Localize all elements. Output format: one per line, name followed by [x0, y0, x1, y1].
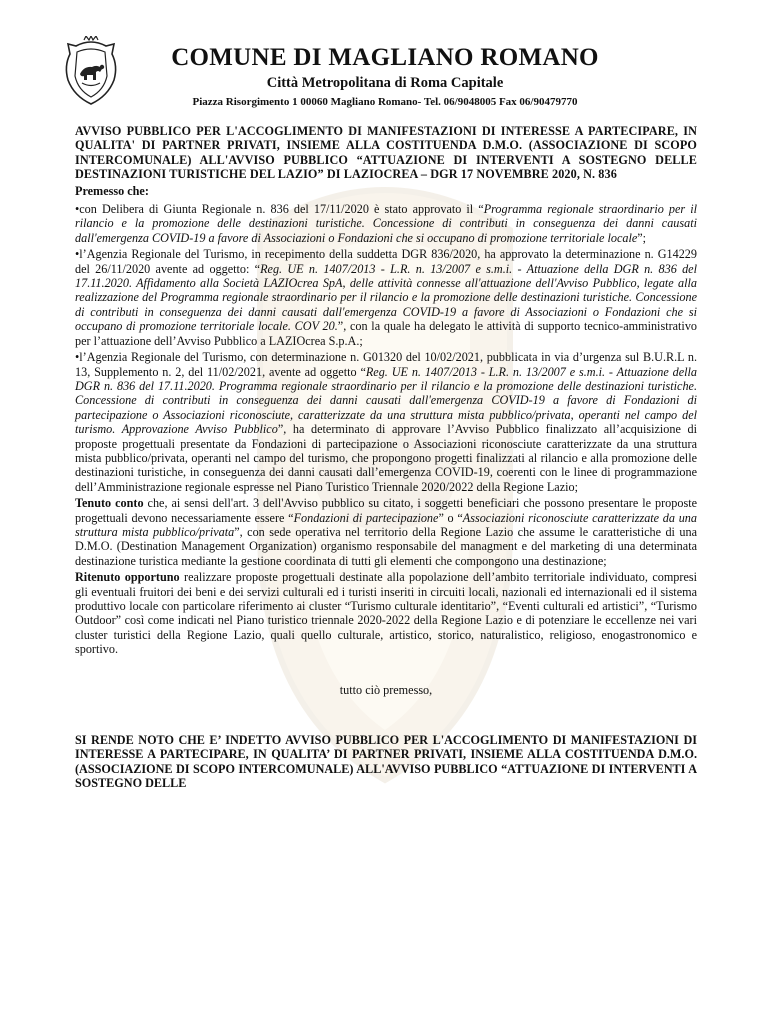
- municipality-subtitle: Città Metropolitana di Roma Capitale: [266, 75, 504, 91]
- bullet-agenzia-g14229: [75, 247, 697, 348]
- ritenuto-opportuno-label: Ritenuto opportuno: [75, 570, 180, 585]
- tenuto-conto-associazioni: Associazioni riconosciute caratterizzate da una struttura mista pubblico/privata: [75, 510, 697, 539]
- bullet-delibera-text: •con Delibera di Giunta Regionale n. 836 del 17/11/2020 è stato approvato il “: [75, 202, 484, 217]
- tenuto-conto-text-c: ” o “: [438, 510, 463, 525]
- tenuto-conto-text-a: che, ai sensi dell'art. 3 dell'Avviso pubblico su citato, i soggetti beneficiari che possono presentare le proposte progettuali devono necessariamente essere “: [75, 496, 697, 525]
- bullet-agenzia-g01320-text: •l’Agenzia Regionale del Turismo, con determinazione n. G01320 del 10/02/2021, pubblicata in via d’urgenza sul B.U.R.L n. 13, Supplemento n. 2, del 11/02/2021, avente ad oggetto “: [75, 350, 697, 379]
- bullet-agenzia-g01320-end: ”, ha determinato di approvare l’Avviso Pubblico finalizzato all’acquisizione di proposte progettuali presentate da Fondazioni di partecipazione o Associazioni riconosciute caratterizzate da una struttura mista pubblico/privata, operanti nel campo del turismo, che propongono progetti finalizzati al rilancio e alla promozione delle destinazioni turistiche, in conseguenza dei danni causati dall’emergenza COVID-19, coerenti con le linee di programmazione dell’Amministrazione regionale espresse nel Piano Turistico Triennale 2020/2022 della Regione Lazio;: [75, 422, 697, 494]
- bullet-agenzia-g01320: [75, 350, 697, 494]
- tenuto-conto-fondazioni: Fondazioni di partecipazione: [293, 510, 439, 525]
- municipality-title: COMUNE DI MAGLIANO ROMANO: [171, 44, 599, 71]
- coat-of-arms-icon: [62, 36, 120, 106]
- premesso-closing-line: tutto ciò premesso,: [339, 682, 433, 697]
- municipality-address: Piazza Risorgimento 1 00060 Magliano Romano- Tel. 06/9048005 Fax 06/90479770: [192, 96, 578, 108]
- tenuto-conto-paragraph: [75, 496, 697, 568]
- announcement-paragraph: SI RENDE NOTO CHE E’ INDETTO AVVISO PUBBLICO PER L'ACCOGLIMENTO DI MANIFESTAZIONI DI INTERESSE A PARTECIPARE, IN QUALITA’ DI PARTNER PRIVATI, INSIEME ALLA COSTITUENDA D.M.O. (ASSOCIAZIONE DI SCOPO INTERCOMUNALE) ALL'AVVISO PUBBLICO “ATTUAZIONE DI INTERVENTI A SOSTEGNO DELLE: [75, 733, 697, 791]
- bullet-agenzia-g14229-title: Reg. UE n. 1407/2013 - L.R. n. 13/2007 e s.m.i. - Attuazione della DGR n. 836 del 17.11.2020. Affidamento alla Società LAZIOcrea SpA, delle attività connesse all'attuazione dell'Avviso Pubblico, legate alla realizzazione del Programma regionale straordinario per il rilancio e la promozione delle destinazioni turistiche. Concessione di contributi in conseguenza dei danni causati dall'emergenza COVID-19 a favore di Associazioni o Fondazioni che si occupano di promozione territoriale locale. COV 20.: [75, 261, 697, 334]
- tenuto-conto-label: Tenuto conto: [75, 496, 144, 511]
- premesso-label: Premesso che:: [75, 183, 149, 198]
- bullet-agenzia-g01320-title: Reg. UE n. 1407/2013 - L.R. n. 13/2007 e s.m.i. - Attuazione della DGR n. 836 del 17.11.2020. Programma regionale straordinario per il rilancio e la promozione delle destinazioni turistiche. Concessione di contributi in conseguenza dei danni causati dall'emergenza COVID-19 a favore di Fondazioni di partecipazione o Associazioni riconosciute, caratterizzate da una struttura mista pubblico/privata, operanti nel campo del turismo. Approvazione Avviso Pubblico: [75, 364, 697, 437]
- bullet-agenzia-g14229-end: ”, con la quale ha delegato le attività di supporto tecnico-amministrativo per l’attuazione dell’Avviso Pubblico a LAZIOcrea S.p.A.;: [75, 319, 698, 348]
- ritenuto-opportuno-paragraph: [75, 570, 697, 656]
- document-header: [130, 44, 640, 110]
- bullet-delibera: [75, 202, 697, 245]
- ritenuto-opportuno-text: realizzare proposte progettuali destinate alla popolazione dell’ambito territoriale individuato, compresi gli eventuali fruitori dei beni e dei servizi culturali ed i turisti inseriti in circuiti locali, nazionali ed internazionali ed il sistema produttivo locale con particolare riferimento ai cluster “Turismo culturale identitario”, “Eventi culturali ed artistici”, “Turismo Outdoor” così come indicati nel Piano turistico triennale 2020-2022 della Regione Lazio e di potenziare le eccellenze nei vari cluster turistici della Regione Lazio, quali quello culturale, artistico, storico, naturalistico, religioso, enogastronomico e sportivo.: [75, 570, 697, 657]
- bullet-delibera-end: ”;: [637, 230, 647, 245]
- document-body: [75, 124, 697, 793]
- tenuto-conto-text-e: ”, con sede operativa nel territorio della Regione Lazio che assume le caratteristiche di una D.M.O. (Destination Management Organization) organismo responsabile del managment e del marketing di una determinata destinazione turistica mediante la gestione coordinata di tutti gli elementi che compongono una destinazione;: [75, 524, 697, 568]
- bullet-agenzia-g14229-text: •l’Agenzia Regionale del Turismo, in recepimento della suddetta DGR 836/2020, ha approvato la determinazione n. G14229 del 26/11/2020 avente ad oggetto: “: [75, 247, 697, 276]
- notice-heading: AVVISO PUBBLICO PER L'ACCOGLIMENTO DI MANIFESTAZIONI DI INTERESSE A PARTECIPARE, IN QUALITA' DI PARTNER PRIVATI, INSIEME ALLA COSTITUENDA D.M.O. (ASSOCIAZIONE DI SCOPO INTERCOMUNALE) ALL'AVVISO PUBBLICO “ATTUAZIONE DI INTERVENTI A SOSTEGNO DELLE DESTINAZIONI TURISTICHE DEL LAZIO” DI LAZIOCREA – DGR 17 NOVEMBRE 2020, N. 836: [75, 124, 697, 182]
- bullet-delibera-title: Programma regionale straordinario per il rilancio e la promozione delle destinazioni turistiche. Concessione di contributi in conseguenza dei danni causati dall'emergenza COVID-19 a favore di Associazioni o Fondazioni che si occupano di promozione territoriale locale: [75, 202, 697, 245]
